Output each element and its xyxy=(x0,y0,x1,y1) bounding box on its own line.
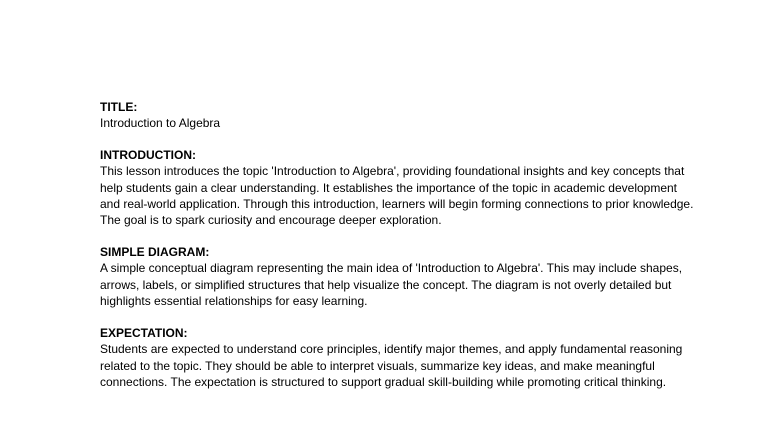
section-expectation xyxy=(100,326,700,390)
section-heading: TITLE: xyxy=(100,100,138,114)
section-title xyxy=(100,100,700,131)
document-page xyxy=(100,100,700,407)
section-body: Students are expected to understand core principles, identify major themes, and apply fundamental reasoning related to the topic. They should be able to interpret visuals, summarize key ideas, and make meaningful connections. The expectation is structured to support gradual skill-building while promoting critical thinking. xyxy=(100,342,683,389)
section-simple-diagram xyxy=(100,245,700,309)
section-heading: INTRODUCTION: xyxy=(100,148,196,163)
section-heading: SIMPLE DIAGRAM: xyxy=(100,245,210,260)
section-introduction xyxy=(100,148,700,228)
section-body: A simple conceptual diagram representing the main idea of 'Introduction to Algebra'. This may include shapes, arrows, labels, or simplified structures that help visualize the concept. The diagram is not overly detailed but highlights essential relationships for easy learning. xyxy=(100,261,683,309)
section-body: Introduction to Algebra xyxy=(100,116,221,130)
section-body: This lesson introduces the topic 'Introduction to Algebra', providing foundational insights and key concepts that help students gain a clear understanding. It establishes the importance of the topic in academic development and real-world application. Through this introduction, learners will begin forming connections to prior knowledge. The goal is to spark curiosity and encourage deeper exploration. xyxy=(100,164,694,228)
section-heading: EXPECTATION: xyxy=(100,326,188,341)
